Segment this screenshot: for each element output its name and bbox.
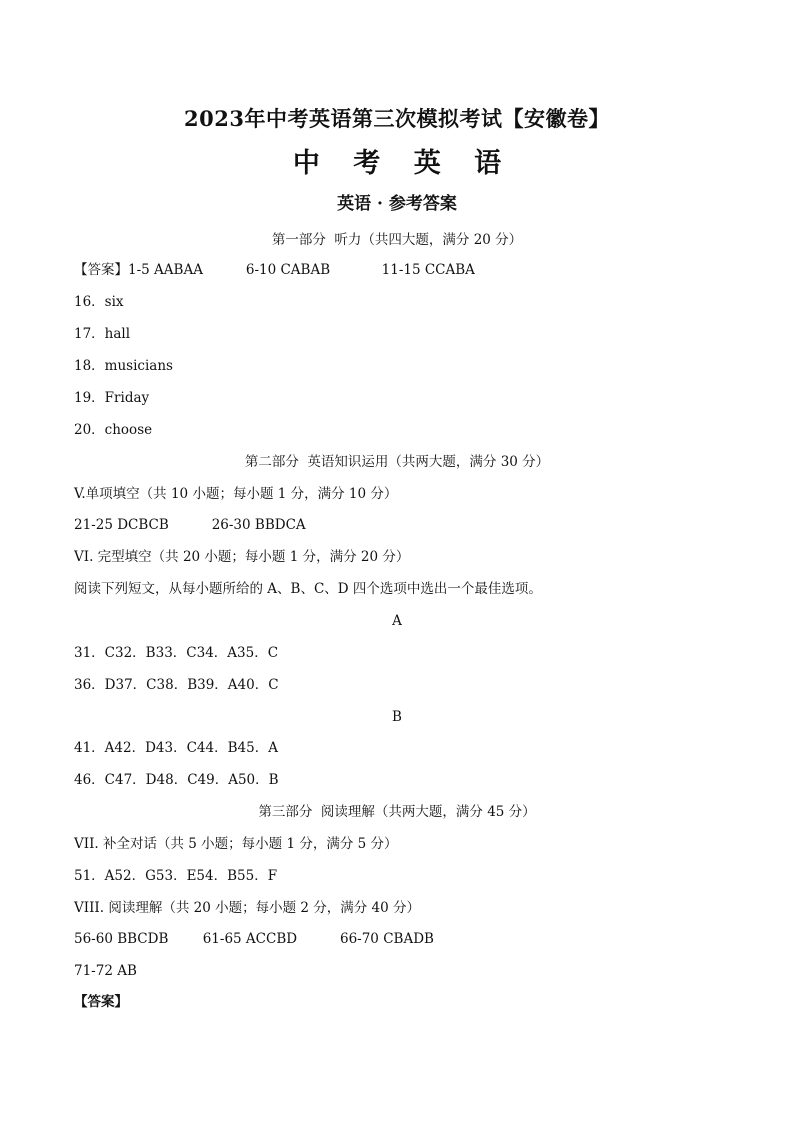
passage-b-label: B: [392, 709, 402, 725]
section5-answers: 21-25 DCBCB 26-30 BBDCA: [74, 517, 306, 533]
answer-label: 【答案】: [74, 262, 128, 278]
answer-item-20: 20．choose: [74, 422, 153, 438]
section5-title: V.单项填空（共 10 小题；每小题 1 分，满分 10 分）: [74, 486, 398, 502]
part1-heading: 第一部分 听力（共四大题，满分 20 分）: [271, 232, 523, 248]
section8-answers-row1: 56-60 BBCDB 61-65 ACCBD 66-70 CBADB: [74, 931, 434, 947]
passage-a-answers-row1: 31．C32．B33．C34．A35．C: [74, 645, 279, 661]
section7-answers: 51．A52．G53．E54．B55．F: [74, 868, 278, 884]
passage-b-answers-row1: 41．A42．D43．C44．B45．A: [74, 740, 278, 756]
answer-item-16: 16．six: [74, 294, 124, 310]
part1-answers-1-15: 1-5 AABAA 6-10 CABAB 11-15 CCABA: [128, 262, 475, 278]
answer-item-19: 19．Friday: [74, 390, 150, 406]
section7-title: VII. 补全对话（共 5 小题；每小题 1 分，满分 5 分）: [74, 836, 398, 852]
answer-label-bottom: 【答案】: [74, 994, 128, 1010]
document-main-title: 2023年中考英语第三次模拟考试【安徽卷】: [184, 106, 610, 131]
section6-instruction: 阅读下列短文，从每小题所给的 A、B、C、D 四个选项中选出一个最佳选项。: [74, 581, 542, 597]
subject-title: 中 考 英 语: [292, 148, 514, 179]
part1-answers-row: [74, 261, 475, 279]
answer-item-17: 17．hall: [74, 326, 131, 342]
answer-key-title: 英语 · 参考答案: [337, 194, 457, 214]
passage-a-label: A: [392, 613, 402, 629]
section8-answers-row2: 71-72 AB: [74, 963, 137, 979]
part2-heading: 第二部分 英语知识运用（共两大题，满分 30 分）: [244, 454, 550, 470]
section6-title: VI. 完型填空（共 20 小题；每小题 1 分，满分 20 分）: [74, 549, 410, 565]
passage-b-answers-row2: 46．C47．D48．C49．A50．B: [74, 772, 279, 788]
passage-a-answers-row2: 36．D37．C38．B39．A40．C: [74, 677, 279, 693]
part3-heading: 第三部分 阅读理解（共两大题，满分 45 分）: [258, 804, 536, 820]
answer-item-18: 18．musicians: [74, 358, 173, 374]
section8-title: VIII. 阅读理解（共 20 小题；每小题 2 分，满分 40 分）: [74, 900, 421, 916]
